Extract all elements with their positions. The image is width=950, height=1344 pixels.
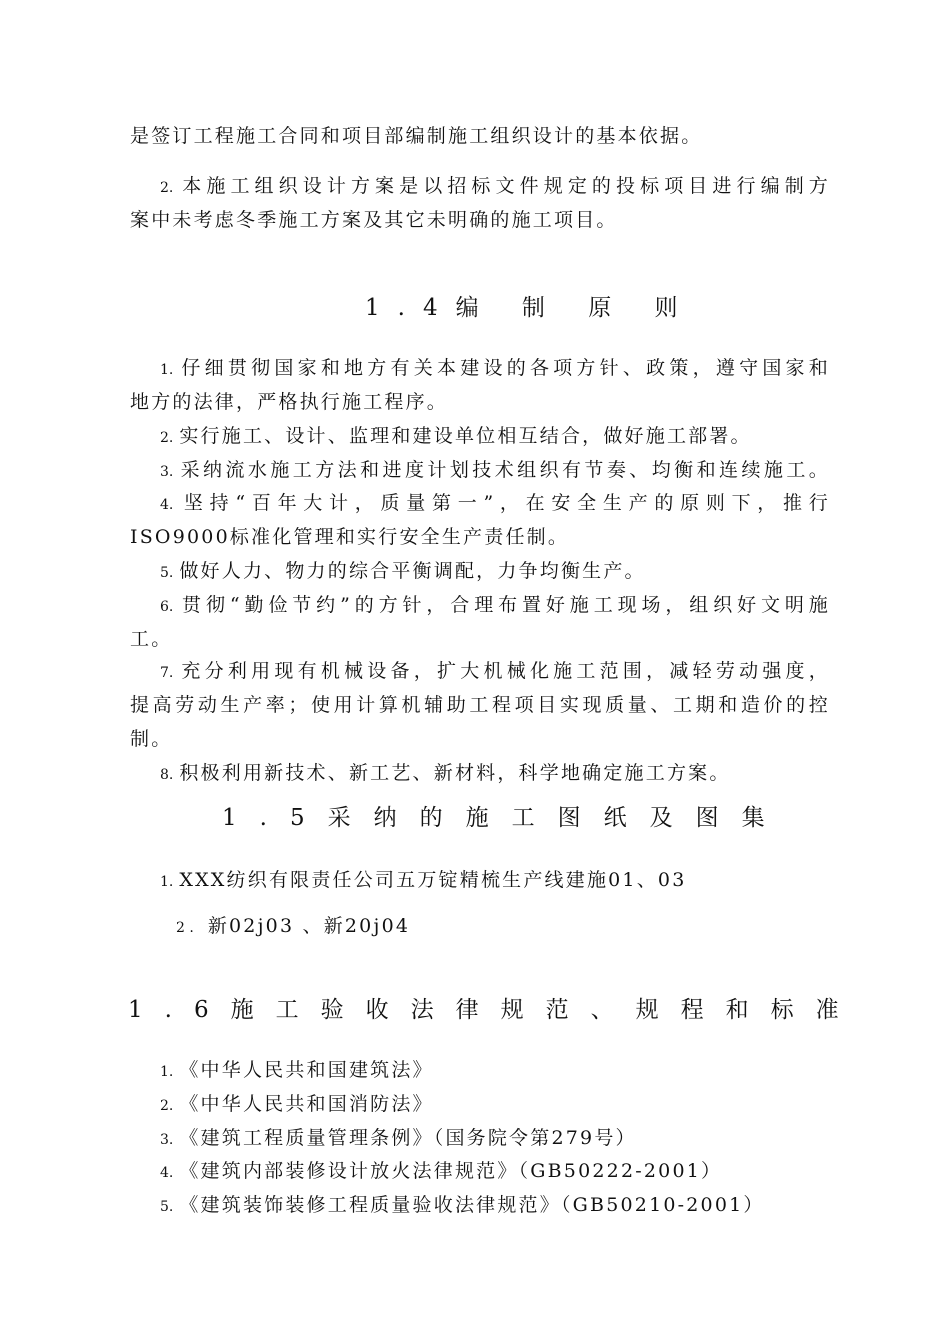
list-item bbox=[160, 1126, 637, 1152]
list-item bbox=[160, 559, 646, 585]
list-item-cont: ISO9000标准化管理和实行安全生产责任制。 bbox=[130, 526, 570, 548]
intro-item-2 bbox=[160, 174, 830, 200]
list-number: 5. bbox=[160, 1199, 174, 1215]
section-heading-1-6: 1.6施工验收法律规范、规程和标准 bbox=[128, 997, 861, 1023]
list-item bbox=[160, 1193, 765, 1219]
list-text: XXX纺织有限责任公司五万锭精梳生产线建施01、03 bbox=[179, 869, 687, 891]
list-text: 实行施工、设计、监理和建设单位相互结合，做好施工部署。 bbox=[179, 425, 752, 447]
list-number: 1. bbox=[160, 362, 174, 378]
list-text: 采纳流水施工方法和进度计划技术组织有节奏、均衡和连续施工。 bbox=[179, 459, 830, 481]
list-text: 仔细贯彻国家和地方有关本建设的各项方针、政策，遵守国家和 bbox=[179, 357, 830, 379]
list-item bbox=[176, 914, 410, 940]
list-text: 积极利用新技术、新工艺、新材料，科学地确定施工方案。 bbox=[179, 762, 731, 784]
list-number: 3. bbox=[160, 1132, 174, 1148]
list-item-cont: 工。 bbox=[130, 628, 173, 650]
list-number: 4. bbox=[160, 497, 174, 513]
list-item bbox=[160, 1092, 434, 1118]
list-item bbox=[160, 761, 731, 787]
list-item-cont: 地方的法律，严格执行施工程序。 bbox=[130, 391, 449, 413]
list-item-cont: 提高劳动生产率；使用计算机辅助工程项目实现质量、工期和造价的控 bbox=[130, 694, 830, 716]
list-text: 《建筑工程质量管理条例》（国务院令第279号） bbox=[179, 1127, 637, 1149]
list-number: 1. bbox=[160, 874, 174, 890]
list-item bbox=[160, 424, 752, 450]
list-number: 8. bbox=[160, 767, 174, 783]
list-number: 7. bbox=[160, 665, 174, 681]
section-heading-1-4: 1.4编 制 原 则 bbox=[365, 295, 696, 321]
list-number: 4. bbox=[160, 1165, 174, 1181]
list-text: 《建筑装饰装修工程质量验收法律规范》（GB50210-2001） bbox=[179, 1194, 765, 1216]
list-number: 6. bbox=[160, 599, 174, 615]
list-number: 2. bbox=[160, 1098, 174, 1114]
list-number: 5. bbox=[160, 565, 174, 581]
intro-line: 是签订工程施工合同和项目部编制施工组织设计的基本依据。 bbox=[130, 125, 703, 147]
list-number: 2. bbox=[160, 180, 174, 196]
list-text: 充分利用现有机械设备，扩大机械化施工范围，减轻劳动强度， bbox=[179, 660, 830, 682]
list-number: 3. bbox=[160, 464, 174, 480]
list-item bbox=[160, 593, 830, 619]
list-item bbox=[160, 1058, 434, 1084]
list-text: 《中华人民共和国消防法》 bbox=[179, 1093, 434, 1115]
list-item-cont: 制。 bbox=[130, 728, 173, 750]
list-item bbox=[160, 659, 830, 685]
list-text: 坚持“百年大计，质量第一”，在安全生产的原则下，推行 bbox=[179, 492, 830, 514]
list-text: 做好人力、物力的综合平衡调配，力争均衡生产。 bbox=[179, 560, 646, 582]
list-text: 贯彻“勤俭节约”的方针，合理布置好施工现场，组织好文明施 bbox=[179, 594, 830, 616]
list-item bbox=[160, 1159, 722, 1185]
list-item bbox=[160, 868, 687, 894]
list-number: 2 . bbox=[176, 920, 194, 936]
intro-item-2-cont: 案中未考虑冬季施工方案及其它未明确的施工项目。 bbox=[130, 209, 618, 231]
list-number: 1. bbox=[160, 1064, 174, 1080]
list-number: 2. bbox=[160, 430, 174, 446]
list-text: 《建筑内部装修设计放火法律规范》（GB50222-2001） bbox=[179, 1160, 723, 1182]
list-item bbox=[160, 458, 830, 484]
list-text: 《中华人民共和国建筑法》 bbox=[179, 1059, 434, 1081]
list-item bbox=[160, 491, 830, 517]
list-item bbox=[160, 356, 830, 382]
list-text: 新02j03 、新20j04 bbox=[207, 915, 411, 937]
list-text: 本施工组织设计方案是以招标文件规定的投标项目进行编制方 bbox=[179, 175, 830, 197]
section-heading-1-5: 1.5采纳的施工图纸及图集 bbox=[222, 805, 788, 831]
